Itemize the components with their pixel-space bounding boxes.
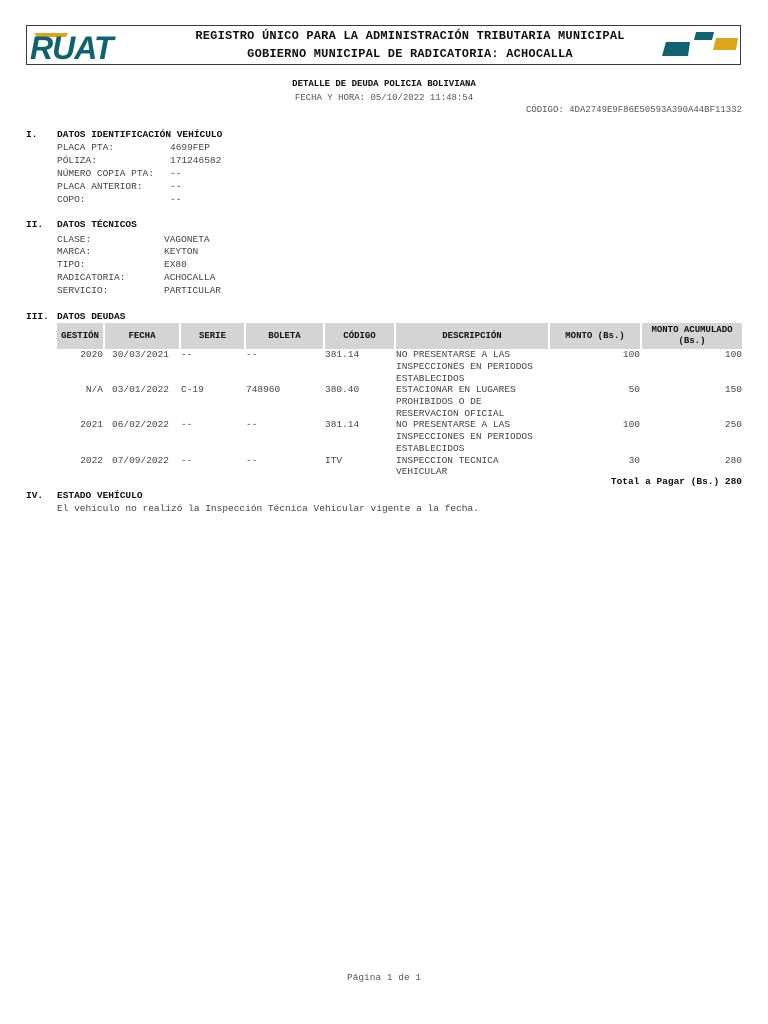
- cell-boleta: --: [246, 349, 258, 360]
- field-value: --: [170, 168, 182, 179]
- field-value: KEYTON: [164, 246, 199, 257]
- cell-boleta: --: [246, 455, 258, 466]
- cell-codigo: 381.14: [325, 349, 360, 360]
- logo-text: RUAT: [30, 30, 113, 63]
- col-header-descripcion: DESCRIPCIÓN: [396, 323, 548, 349]
- field-value: PARTICULAR: [164, 285, 222, 296]
- cell-serie: --: [181, 455, 193, 466]
- total-to-pay: Total a Pagar (Bs.) 280: [610, 476, 742, 487]
- cell-descripcion-line: ESTACIONAR EN LUGARES: [396, 384, 516, 395]
- cell-acumulado: 100: [724, 349, 742, 360]
- cell-codigo: 381.14: [325, 419, 360, 430]
- cell-boleta: --: [246, 419, 258, 430]
- cell-codigo: 380.40: [325, 384, 360, 395]
- col-header-monto-acumulado: [642, 323, 742, 349]
- section-4-number: IV.: [26, 490, 44, 501]
- col-header-boleta: BOLETA: [246, 323, 323, 349]
- cell-fecha: 03/01/2022: [112, 384, 170, 395]
- col-header-gestion: GESTIÓN: [57, 323, 103, 349]
- field-label: TIPO:: [57, 259, 86, 270]
- section-3-title: DATOS DEUDAS: [57, 311, 126, 322]
- field-label: PLACA PTA:: [57, 142, 115, 153]
- cell-descripcion-line: NO PRESENTARSE A LAS: [396, 349, 511, 360]
- cell-fecha: 30/03/2021: [112, 349, 170, 360]
- cell-monto: 30: [628, 455, 640, 466]
- field-label: MARCA:: [57, 246, 92, 257]
- col-header-monto: MONTO (Bs.): [550, 323, 640, 349]
- cell-monto: 100: [622, 419, 640, 430]
- section-3-number: III.: [26, 311, 49, 322]
- field-value: --: [170, 194, 182, 205]
- cell-descripcion-line: VEHICULAR: [396, 466, 448, 477]
- page-number: Página 1 de 1: [346, 972, 422, 983]
- section-1-title: DATOS IDENTIFICACIÓN VEHÍCULO: [57, 129, 223, 140]
- cell-fecha: 07/09/2022: [112, 455, 170, 466]
- field-label: PLACA ANTERIOR:: [57, 181, 143, 192]
- field-value: --: [170, 181, 182, 192]
- section-4-title: ESTADO VEHÍCULO: [57, 490, 143, 501]
- brand-mark-icon: [660, 29, 740, 57]
- cell-fecha: 06/02/2022: [112, 419, 170, 430]
- header-title-line2: GOBIERNO MUNICIPAL DE RADICATORIA: ACHOCALLA: [247, 47, 573, 61]
- cell-gestion: 2020: [80, 349, 103, 360]
- cell-descripcion-line: INSPECCIONES EN PERIODOS: [396, 361, 533, 372]
- cell-gestion: 2022: [80, 455, 103, 466]
- cell-descripcion-line: INSPECCIONES EN PERIODOS: [396, 431, 533, 442]
- field-label: COPO:: [57, 194, 86, 205]
- cell-descripcion-line: INSPECCION TECNICA: [396, 455, 499, 466]
- field-value: EX80: [164, 259, 187, 270]
- cell-serie: --: [181, 349, 193, 360]
- cell-descripcion-line: RESERVACION OFICIAL: [396, 408, 505, 419]
- cell-codigo: ITV: [325, 455, 343, 466]
- cell-descripcion-line: NO PRESENTARSE A LAS: [396, 419, 511, 430]
- col-header-acumulado-line1: MONTO ACUMULADO: [651, 325, 733, 335]
- cell-descripcion-line: ESTABLECIDOS: [396, 373, 465, 384]
- doc-datetime: FECHA Y HORA: 05/10/2022 11:48:54: [294, 93, 474, 103]
- cell-gestion: 2021: [80, 419, 103, 430]
- col-header-codigo: CÓDIGO: [325, 323, 394, 349]
- cell-descripcion-line: PROHIBIDOS O DE: [396, 396, 482, 407]
- field-label: PÓLIZA:: [57, 155, 97, 166]
- ruat-logo: [28, 27, 158, 63]
- col-header-serie: SERIE: [181, 323, 244, 349]
- doc-title: DETALLE DE DEUDA POLICIA BOLIVIANA: [292, 79, 476, 89]
- doc-code: CÓDIGO: 4DA2749E9F86E50593A390A44BF11332: [525, 105, 742, 115]
- cell-acumulado: 250: [724, 419, 742, 430]
- col-header-fecha: FECHA: [105, 323, 179, 349]
- section-2-title: DATOS TÉCNICOS: [57, 219, 137, 230]
- field-label: SERVICIO:: [57, 285, 109, 296]
- cell-serie: C-19: [181, 384, 204, 395]
- vehicle-status-text: El vehículo no realizó la Inspección Técnica Vehicular vigente a la fecha.: [57, 503, 479, 514]
- ruat-logo-icon: [28, 27, 158, 63]
- cell-descripcion-line: ESTABLECIDOS: [396, 443, 465, 454]
- field-value: VAGONETA: [164, 234, 210, 245]
- section-2-number: II.: [26, 219, 44, 230]
- cell-acumulado: 150: [724, 384, 742, 395]
- field-label: NÚMERO COPIA PTA:: [57, 168, 154, 179]
- col-header-acumulado-line2: (Bs.): [678, 336, 706, 346]
- cell-monto: 50: [628, 384, 640, 395]
- cell-acumulado: 280: [724, 455, 742, 466]
- field-value: 171246582: [170, 155, 222, 166]
- field-value: 4699FEP: [170, 142, 210, 153]
- field-value: ACHOCALLA: [164, 272, 216, 283]
- section-1-number: I.: [26, 129, 38, 140]
- cell-monto: 100: [622, 349, 640, 360]
- cell-gestion: N/A: [85, 384, 103, 395]
- field-label: CLASE:: [57, 234, 92, 245]
- cell-boleta: 748960: [246, 384, 281, 395]
- header-title-line1: REGISTRO ÚNICO PARA LA ADMINISTRACIÓN TRIBUTARIA MUNICIPAL: [195, 29, 625, 43]
- field-label: RADICATORIA:: [57, 272, 126, 283]
- cell-serie: --: [181, 419, 193, 430]
